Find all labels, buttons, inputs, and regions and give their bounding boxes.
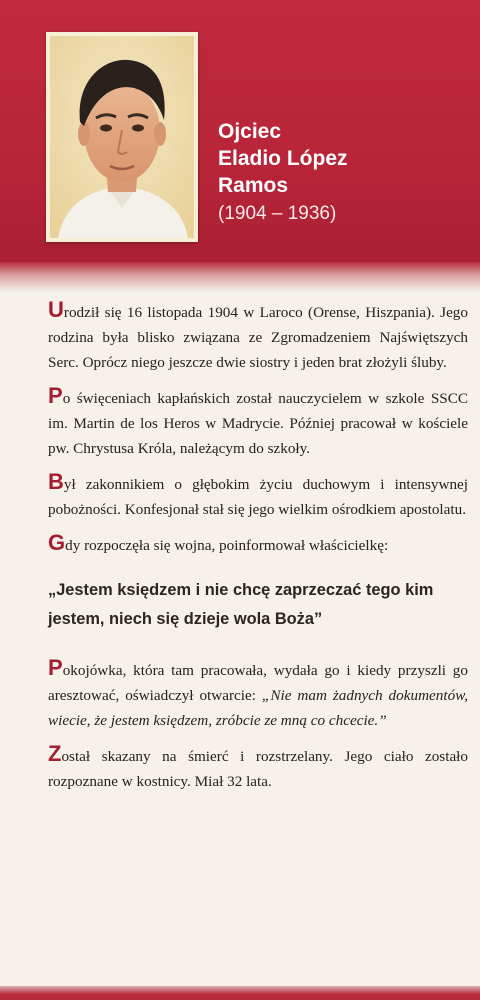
paragraph-body: ostał skazany na śmierć i rozstrzelany. Jego ciało zostało rozpoznane w kostnicy. Miał 32 lata. (48, 748, 468, 790)
initial-letter: P (48, 655, 63, 680)
paragraph-body: o święceniach kapłańskich został nauczycielem w szkole SSCC im. Martin de los Heros w Madrycie. Później pracował w kościele pw. Chrystusa Króla, należącym do szkoły. (48, 390, 468, 457)
paragraph-war (48, 530, 468, 558)
portrait-frame (46, 32, 198, 242)
initial-letter: Z (48, 741, 62, 766)
paragraph-body: rodził się 16 listopada 1904 w Laroco (Orense, Hiszpania). Jego rodzina była blisko związana ze Zgromadzeniem Najświętszych Serc. Oprócz niego jeszcze dwie siostry i jeden brat złożyli śluby. (48, 304, 468, 371)
paragraph-spiritual-life (48, 469, 468, 522)
paragraph-body: ył zakonnikiem o głębokim życiu duchowym i intensywnej pobożności. Konfesjonał stał się jego wielkim ośrodkiem apostolatu. (48, 476, 468, 518)
paragraph-ordination (48, 383, 468, 461)
life-dates: (1904 – 1936) (218, 203, 337, 224)
name-line-2: Eladio López (218, 147, 348, 170)
name-line-1: Ojciec (218, 120, 282, 143)
footer-strip (0, 986, 480, 1000)
paragraph-birth (48, 297, 468, 375)
initial-letter: G (48, 530, 66, 555)
initial-letter: P (48, 383, 63, 408)
name-block (218, 118, 468, 229)
paragraph-italic-quote: „Nie mam żadnych dokumentów, wiecie, że jestem księdzem, zróbcie ze mną co chcecie.” (48, 687, 468, 729)
initial-letter: B (48, 469, 64, 494)
paragraph-body: dy rozpoczęła się wojna, poinformował właścicielkę: (65, 537, 389, 554)
quote: „Jestem księdzem i nie chcę zaprzeczać tego kim jestem, niech się dzieje wola Boża” (48, 581, 434, 628)
header-fade (0, 262, 480, 292)
portrait-photo-icon (50, 36, 194, 238)
paragraph-arrest (48, 655, 468, 733)
initial-letter: U (48, 297, 64, 322)
paragraph-death (48, 741, 468, 794)
biography-text (48, 297, 468, 805)
name-line-3: Ramos (218, 174, 289, 197)
paragraph-body: okojówka, która tam pracowała, wydała go i kiedy przyszli go aresztować, oświadczył otwarcie: (48, 662, 468, 704)
